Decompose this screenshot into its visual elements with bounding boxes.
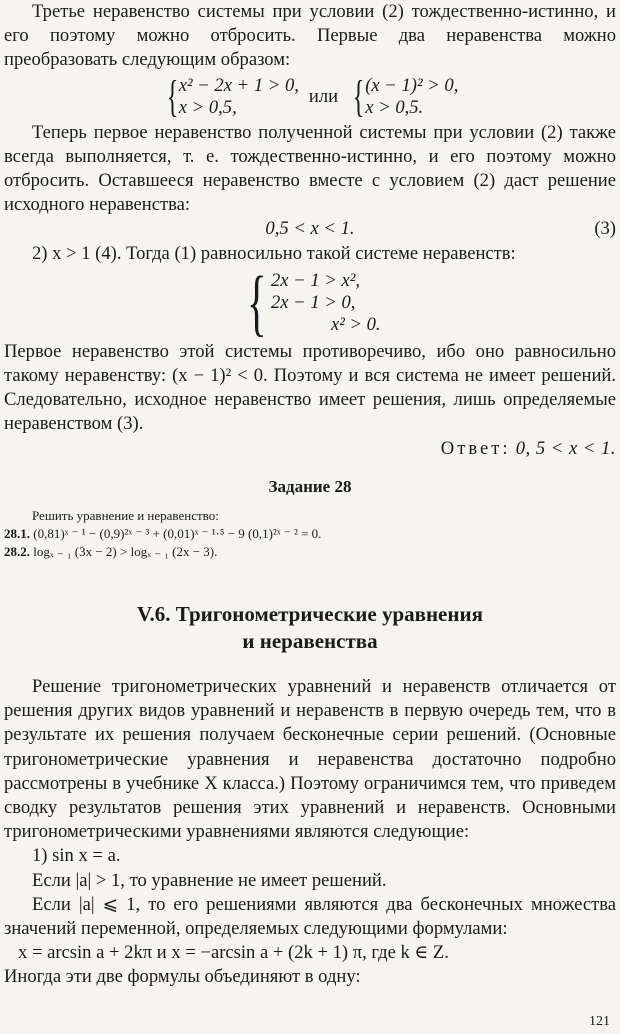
section-title	[4, 601, 616, 655]
system-1-left	[162, 71, 299, 121]
or-word: или	[308, 85, 339, 107]
answer-line	[4, 437, 616, 461]
section-title-line-2: и неравенства	[242, 629, 378, 654]
equation-3-number: (3)	[594, 218, 616, 240]
task-title: Задание 28	[268, 476, 352, 496]
task-28-1-body: (0,81)ˣ ⁻ ¹ − (0,9)²ˣ ⁻ ³ + (0,01)ˣ ⁻ ¹·⁵ − 9 (0,1)²ˣ ⁻ ² = 0.	[33, 526, 322, 542]
section-title-line-1: V.6. Тригонометрические уравнения	[137, 602, 483, 627]
brace-icon: {	[247, 261, 267, 344]
answer-label: Ответ:	[440, 437, 511, 459]
task-28-2	[4, 543, 616, 561]
system-1	[4, 71, 616, 121]
paragraph-2: Теперь первое неравенство полученной системы при условии (2) также всегда выполняется, т. е. тождественно-истинно, и его поэтому можно отбросить. Оставшееся неравенство вместе с условием (2) даст решение исходного неравенства:	[4, 121, 616, 216]
system-1-right	[348, 71, 459, 121]
paragraph-6: Иногда эти две формулы объединяют в одну:	[4, 966, 361, 988]
task-28-1-label: 28.1.	[4, 526, 30, 542]
paragraph-3: 2) x > 1 (4). Тогда (1) равносильно такой системе неравенств:	[32, 242, 516, 264]
task-28-2-body: logₓ ₋ ₁ (3x − 2) > logₓ ₋ ₁ (2x − 3).	[33, 544, 218, 560]
page-body	[4, 0, 616, 990]
task-28-2-label: 28.2.	[4, 544, 30, 560]
equation-3	[4, 217, 616, 241]
paragraph-5: Решение тригонометрических уравнений и неравенств отличается от решения других видов уравнений и неравенств в первую очередь тем, что в результате их решения получаем бесконечные серии решений. (Основные тригонометрические уравнения и неравенства достаточно подробно рассмотрены в учебнике X класса.) Поэтому ограничимся тем, что приведем сводку результатов решения этих уравнений и неравенств. Основными тригонометрическими уравнениями являются следующие:	[4, 676, 616, 843]
equation-3-body: 0,5 < x < 1.	[265, 218, 355, 240]
paragraph-1: Третье неравенство системы при условии (2) тождественно-истинно, и его поэтому можно отбросить. Первые два неравенства можно преобразовать следующим образом:	[4, 1, 616, 71]
item-1-case-b: Если |a| ⩽ 1, то его решениями являются два бесконечных множества значений переменной, определяемых следующими формулами:	[4, 893, 616, 940]
system-2-line-3: x² > 0.	[330, 313, 381, 335]
page-number: 121	[589, 1014, 610, 1029]
system-2-line-1: 2x − 1 > x²,	[270, 269, 360, 291]
answer-value: 0, 5 < x < 1.	[515, 437, 616, 459]
brace-icon: {	[166, 71, 178, 121]
item-1-case-a: Если |a| > 1, то уравнение не имеет решений.	[32, 869, 387, 891]
brace-icon: {	[352, 71, 365, 121]
system-1-right-line-2: x > 0,5.	[365, 96, 424, 118]
task-28-1	[4, 525, 616, 543]
system-2-line-2: 2x − 1 > 0,	[270, 291, 356, 313]
system-1-right-line-1: (x − 1)² > 0,	[365, 74, 459, 96]
formula-line: x = arcsin a + 2kπ и x = −arcsin a + (2k + 1) π, где k ∈ Z.	[18, 942, 449, 964]
system-1-left-line-2: x > 0,5,	[178, 96, 237, 118]
paragraph-4: Первое неравенство этой системы противоречиво, ибо оно равносильно такому неравенству: (x − 1)² < 0. Поэтому и вся система не имеет решений. Следовательно, исходное неравенство имеет решения, лишь определяемые неравенством (3).	[4, 340, 616, 435]
item-1: 1) sin x = a.	[32, 845, 121, 867]
system-2	[4, 261, 616, 344]
system-1-left-line-1: x² − 2x + 1 > 0,	[178, 74, 299, 96]
task-instruction: Решить уравнение и неравенство:	[32, 508, 219, 524]
